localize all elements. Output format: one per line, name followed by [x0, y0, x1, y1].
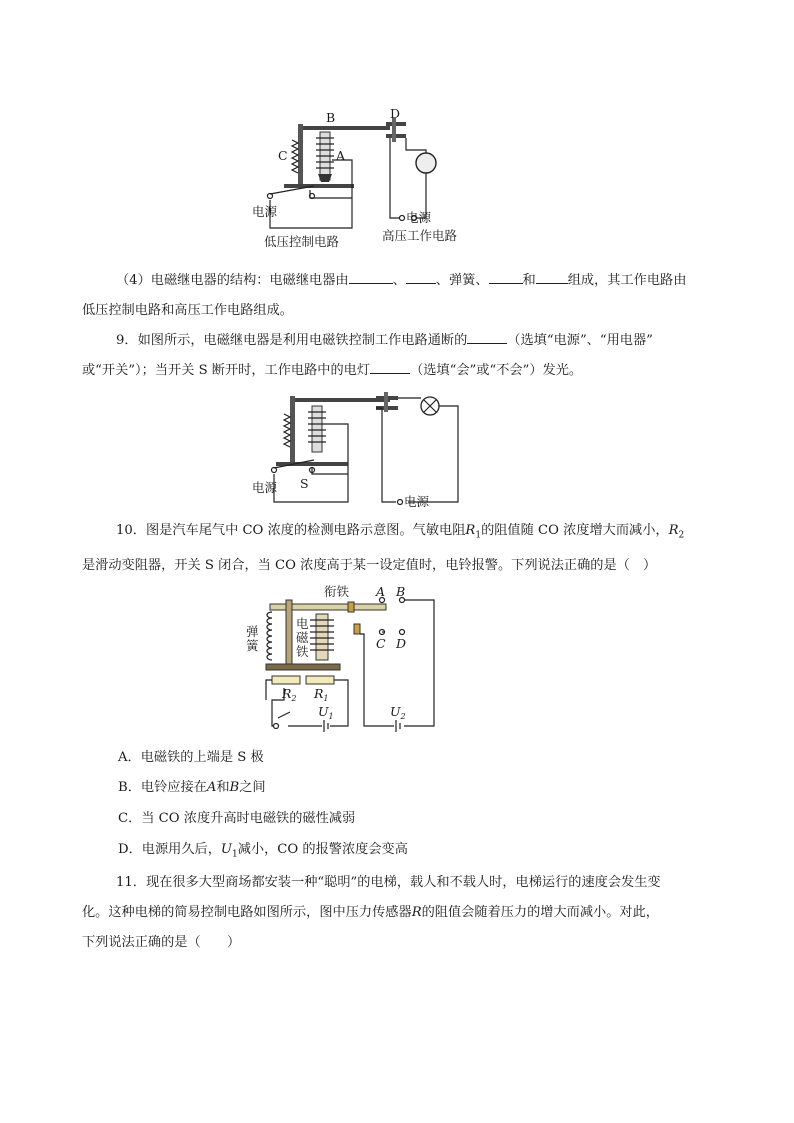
working-circuit-wire	[376, 398, 458, 502]
label-b: B	[326, 110, 336, 125]
label-c: C	[278, 148, 288, 163]
option-d[interactable]: D．电源用久后，$U_1$减小，CO 的报警浓度会变高	[118, 842, 408, 860]
question-9: 9．如图所示，电磁继电器是利用电磁铁控制工作电路通断的 （选填“电源”、“用电器” 或“开关”）；当开关 S 断开时，工作电路中的电灯 （选填“会”或“不会”）发光。	[82, 326, 712, 386]
answer-blank[interactable]	[349, 269, 393, 284]
spring-post	[298, 124, 303, 188]
power-label-left: 电源	[252, 480, 278, 495]
battery-u1	[324, 720, 328, 732]
option-b[interactable]: B．电铃应接在A和B之间	[118, 780, 266, 795]
answer-blank[interactable]	[536, 269, 568, 284]
figure-relay-circuit-s	[250, 392, 470, 510]
relay-base	[266, 664, 340, 670]
label-spring-2: 簧	[246, 638, 259, 653]
question-10: 10．图是汽车尾气中 CO 浓度的检测电路示意图。气敏电阻$R_1$的阻值随 CO 浓度增大而减小，$R_2$ 是滑动变阻器，开关 S 闭合，当 CO 浓度高于某一设定值时，电铃报警。下列说法正确的是（ ）	[82, 523, 685, 573]
label-armature: 衔铁	[324, 584, 350, 599]
armature-bar	[298, 126, 390, 130]
answer-blank[interactable]	[489, 269, 523, 284]
answer-blank[interactable]	[467, 329, 507, 344]
label-a: A	[336, 148, 346, 163]
label-a: A	[376, 584, 386, 599]
control-circuit-wire	[266, 680, 348, 726]
label-r1: $R_1$	[314, 686, 329, 703]
label-spring-1: 弹	[246, 624, 259, 639]
question-11: 11．现在很多大型商场都安装一种“聪明”的电梯，载人和不载人时，电梯运行的速度会发生变 化。这种电梯的简易控制电路如图所示，图中压力传感器R的阻值会随着压力的增大而减小。对此， 下列说法正确的是（ ）	[82, 875, 661, 950]
working-circuit-wire	[390, 138, 426, 218]
spring	[284, 414, 290, 447]
answer-blank[interactable]	[406, 269, 436, 284]
label-u2: $U_2$	[390, 704, 406, 721]
relay-base	[284, 184, 354, 188]
figure-co-detection-circuit	[244, 580, 444, 738]
label-b: B	[396, 584, 406, 599]
option-c[interactable]: C．当 CO 浓度升高时电磁铁的磁性减弱	[118, 811, 356, 826]
spring	[267, 612, 272, 660]
lamp-icon	[416, 153, 436, 173]
power-label-left: 电源	[252, 204, 278, 219]
caption-low-voltage: 低压控制电路	[264, 234, 340, 249]
option-a[interactable]: A．电磁铁的上端是 S 极	[118, 750, 264, 765]
label-c: C	[376, 636, 386, 651]
armature-bar	[290, 398, 390, 402]
resistor-r2	[272, 676, 300, 684]
battery-u2	[396, 720, 400, 732]
question-8-part-4: （4）电磁继电器的结构：电磁继电器由 、 、弹簧、 和 组成，其工作电路由 低压控制电路和高压工作电路组成。	[82, 266, 712, 326]
magnet-base	[318, 174, 332, 182]
resistor-r1	[306, 676, 334, 684]
electromagnet-core	[316, 614, 328, 660]
caption-high-voltage: 高压工作电路	[382, 228, 458, 243]
answer-blank[interactable]	[370, 359, 410, 374]
spring	[292, 140, 298, 173]
label-magnet-2: 磁	[296, 630, 309, 645]
label-d: D	[390, 106, 401, 121]
label-u1: $U_1$	[318, 704, 334, 721]
label-d: D	[396, 636, 407, 651]
electromagnet-core	[312, 406, 322, 452]
figure-relay-structure	[240, 106, 500, 250]
label-magnet-3: 铁	[296, 644, 309, 659]
switch-label: S	[300, 476, 309, 491]
power-label-right: 电源	[406, 210, 432, 225]
label-r2: $R_2$	[282, 686, 297, 703]
label-magnet-1: 电	[296, 616, 309, 631]
power-label-right: 电源	[404, 494, 430, 509]
